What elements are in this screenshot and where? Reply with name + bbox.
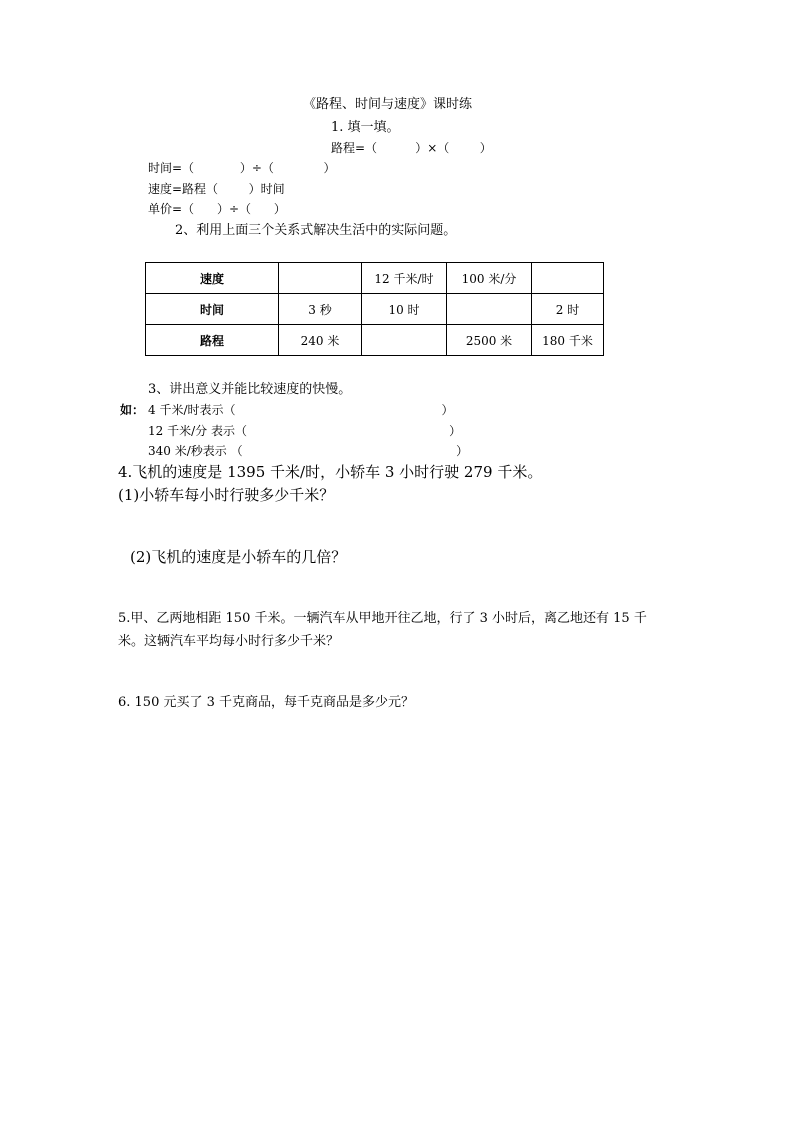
question-4: 4.飞机的速度是 1395 千米/时，小轿车 3 小时行驶 279 千米。 xyxy=(118,463,543,481)
table-cell: 240 米 xyxy=(279,325,362,356)
table-cell xyxy=(532,263,604,294)
table-cell xyxy=(362,325,447,356)
table-cell: 时间 xyxy=(146,294,279,325)
table-cell: 速度 xyxy=(146,263,279,294)
meaning-line-2: 12 千米/分 表示（ ） xyxy=(148,424,462,438)
meaning-line-3: 340 米/秒表示 （ ） xyxy=(148,444,469,458)
formula-time: 时间=（ ）÷（ ） xyxy=(148,161,336,175)
meaning-line-1: 4 千米/时表示（ ） xyxy=(148,403,454,417)
table-cell: 路程 xyxy=(146,325,279,356)
part1-heading: 1. 填一填。 xyxy=(331,120,400,135)
table-cell: 12 千米/时 xyxy=(362,263,447,294)
table-cell xyxy=(279,263,362,294)
table-cell: 100 米/分 xyxy=(447,263,532,294)
question-6: 6. 150 元买了 3 千克商品，每千克商品是多少元？ xyxy=(118,695,415,710)
table-cell: 3 秒 xyxy=(279,294,362,325)
table-row xyxy=(146,325,604,356)
formula-speed: 速度=路程（ ）时间 xyxy=(148,182,285,196)
part2-heading: 2、利用上面三个关系式解决生活中的实际问题。 xyxy=(175,223,457,238)
table-cell: 2500 米 xyxy=(447,325,532,356)
question-4-part-2: (2)飞机的速度是小轿车的几倍？ xyxy=(130,548,347,566)
table-row xyxy=(146,294,604,325)
part3-heading: 3、讲出意义并能比较速度的快慢。 xyxy=(148,382,352,397)
table-cell xyxy=(447,294,532,325)
table-cell: 180 千米 xyxy=(532,325,604,356)
formula-distance: 路程=（ ）×（ ） xyxy=(331,141,492,155)
table-cell: 2 时 xyxy=(532,294,604,325)
table-row xyxy=(146,263,604,294)
speed-time-distance-table xyxy=(145,262,604,356)
page-title: 《路程、时间与速度》课时练 xyxy=(303,97,473,112)
table-cell: 10 时 xyxy=(362,294,447,325)
example-prefix: 如： xyxy=(120,403,145,417)
formula-unit-price: 单价=（ ）÷（ ） xyxy=(148,202,286,216)
question-5-line-1: 5.甲、乙两地相距 150 千米。一辆汽车从甲地开往乙地，行了 3 小时后，离乙地还有 15 千 xyxy=(118,611,647,626)
question-5-line-2: 米。这辆汽车平均每小时行多少千米？ xyxy=(118,634,340,649)
question-4-part-1: (1)小轿车每小时行驶多少千米？ xyxy=(118,486,335,504)
